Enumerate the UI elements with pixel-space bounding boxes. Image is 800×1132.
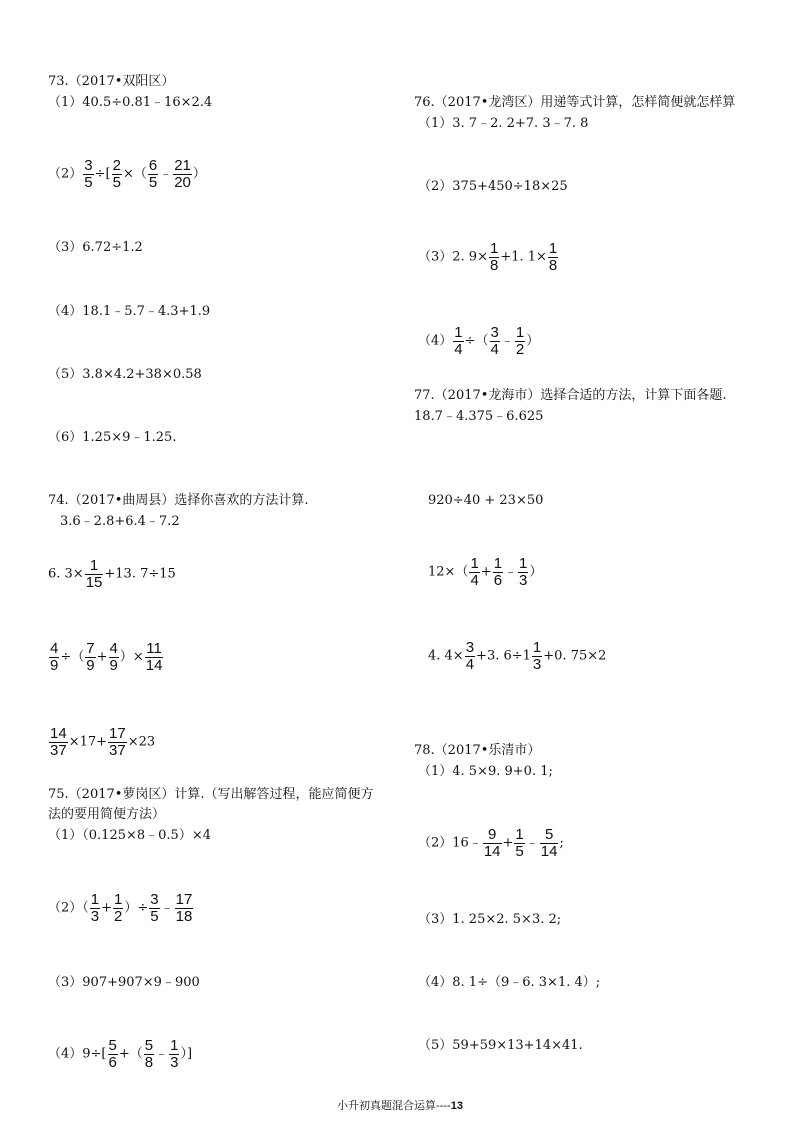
q75-p2-fraction-2: $\frac{1}{2}$ xyxy=(114,891,123,925)
q75-part-1: （1）（0.125×8﹣0.5）×4 xyxy=(48,828,211,843)
q74-p3-text-a: ÷（ xyxy=(60,649,85,665)
q73-part-4: （4）18.1﹣5.7﹣4.3+1.9 xyxy=(48,304,211,319)
q78-part-4: （4）8. 1÷（9﹣6. 3×1. 4）; xyxy=(418,975,601,990)
q75-p4-fraction-3: $\frac{1}{3}$ xyxy=(170,1037,179,1071)
q75-p2-text-c: ）÷ xyxy=(124,900,149,916)
footer-label: 小升初真题混合运算---- xyxy=(337,1100,451,1112)
q75-part-4 xyxy=(48,1038,192,1071)
q76-p4-fraction-3: $\frac{1}{2}$ xyxy=(515,324,525,358)
q75-title-line-2: 法的要用简便方法） xyxy=(48,807,166,822)
q74-p2-text-a: 6. 3× xyxy=(48,566,84,582)
q78-p2-text-b: + xyxy=(502,835,514,851)
q74-part-2 xyxy=(48,558,176,591)
q77-p4-text-a: 4. 4× xyxy=(428,648,464,664)
q78-part-1: （1）4. 5×9. 9+0. 1; xyxy=(418,764,553,779)
q76-part-4 xyxy=(418,325,539,358)
q75-p4-fraction-2: $\frac{5}{8}$ xyxy=(144,1037,154,1071)
q77-p4-fraction-1: $\frac{3}{4}$ xyxy=(465,639,475,673)
q75-part-2 xyxy=(48,892,194,925)
q76-p4-fraction-1: $\frac{1}{4}$ xyxy=(454,324,463,358)
q74-part-1: 3.6﹣2.8+6.4﹣7.2 xyxy=(60,514,180,529)
q74-p2-text-b: +13. 7÷15 xyxy=(104,566,176,582)
q73-p2-fraction-2: $\frac{2}{5}$ xyxy=(112,157,121,191)
q76-p3-fraction-1: $\frac{1}{8}$ xyxy=(489,240,499,274)
q76-p4-fraction-2: $\frac{3}{4}$ xyxy=(490,324,499,358)
q78-part-3: （3）1. 25×2. 5×3. 2; xyxy=(418,912,562,927)
q74-p3-fraction-1: $\frac{4}{9}$ xyxy=(50,640,59,674)
q74-p4-fraction-2: $\frac{17}{37}$ xyxy=(109,725,126,759)
q74-part-3 xyxy=(48,641,164,674)
page-footer xyxy=(0,1097,800,1113)
q73-part-5: （5）3.8×4.2+38×0.58 xyxy=(48,367,202,382)
q75-p4-text-c: ﹣ xyxy=(155,1046,169,1062)
q77-p3-text-a: 12×（ xyxy=(428,564,469,580)
q75-p2-fraction-4: $\frac{17}{18}$ xyxy=(175,891,193,925)
q73-part-6: （6）1.25×9﹣1.25. xyxy=(48,430,177,445)
q78-part-2 xyxy=(418,827,564,860)
q75-part-3: （3）907+907×9﹣900 xyxy=(48,975,200,990)
q73-p2-text-b: ÷[ xyxy=(94,166,111,182)
q76-title: 76.（2017•龙湾区）用递等式计算，怎样简便就怎样算 xyxy=(414,95,736,110)
q78-p2-fraction-2: $\frac{1}{5}$ xyxy=(515,826,524,860)
q77-p4-text-b: +3. 6÷1 xyxy=(476,648,531,664)
q76-p3-fraction-2: $\frac{1}{8}$ xyxy=(548,240,558,274)
q76-p4-text-d: ） xyxy=(526,333,540,349)
q73-part-3: （3）6.72÷1.2 xyxy=(48,240,143,255)
q74-p4-text-a: ×17+ xyxy=(68,734,108,750)
q78-title: 78.（2017•乐清市） xyxy=(414,743,541,758)
q78-p2-text-d: ; xyxy=(559,835,564,851)
q77-p3-fraction-1: $\frac{1}{4}$ xyxy=(470,555,479,589)
q73-p2-text-e: ） xyxy=(192,166,206,182)
page-number: 13 xyxy=(450,1100,463,1112)
q78-p2-text-c: ﹣ xyxy=(525,835,539,851)
q76-p4-text-a: （4） xyxy=(418,333,453,349)
q74-p3-fraction-4: $\frac{11}{14}$ xyxy=(145,640,163,674)
q75-p2-text-b: + xyxy=(101,900,113,916)
q76-p4-text-c: ﹣ xyxy=(500,333,514,349)
q75-p4-text-d: ）] xyxy=(180,1046,193,1062)
q73-p2-fraction-1: $\frac{3}{5}$ xyxy=(84,157,93,191)
q76-p3-text-a: （3）2. 9× xyxy=(418,249,488,265)
q78-part-5: （5）59+59×13+14×41. xyxy=(418,1038,583,1053)
q76-part-2: （2）375+450÷18×25 xyxy=(418,179,568,194)
q77-p3-text-b: + xyxy=(480,564,492,580)
q75-p2-fraction-1: $\frac{1}{3}$ xyxy=(90,891,100,925)
q74-p3-fraction-2: $\frac{7}{9}$ xyxy=(86,640,95,674)
q75-title-line-1: 75.（2017•萝岗区）计算.（写出解答过程，能应简便方 xyxy=(48,787,374,802)
q77-part-1: 18.7﹣4.375﹣6.625 xyxy=(414,409,544,424)
q73-p2-text-c: ×（ xyxy=(122,166,147,182)
q74-title: 74.（2017•曲周县）选择你喜欢的方法计算. xyxy=(48,493,309,508)
q75-p4-text-a: （4）9÷[ xyxy=(48,1046,107,1062)
q77-p3-fraction-2: $\frac{1}{6}$ xyxy=(493,555,503,589)
q77-title: 77.（2017•龙海市）选择合适的方法，计算下面各题. xyxy=(414,388,727,403)
q74-p2-fraction-1: $\frac{1}{15}$ xyxy=(85,557,103,591)
q74-p3-fraction-3: $\frac{4}{9}$ xyxy=(109,640,118,674)
q77-part-3 xyxy=(428,556,542,589)
q78-p2-text-a: （2）16﹣ xyxy=(418,835,482,851)
q75-p4-text-b: +（ xyxy=(118,1046,143,1062)
q76-part-3 xyxy=(418,241,559,274)
q73-p2-fraction-4: $\frac{21}{20}$ xyxy=(174,157,191,191)
q74-p4-fraction-1: $\frac{14}{37}$ xyxy=(50,725,67,759)
q77-p4-fraction-2: $\frac{1}{3}$ xyxy=(532,639,542,673)
q74-p4-text-b: ×23 xyxy=(127,734,156,750)
q75-p2-text-a: （2）（ xyxy=(48,900,89,916)
q74-p3-text-c: ）× xyxy=(119,649,144,665)
q73-p2-text-d: ﹣ xyxy=(159,166,173,182)
q77-p3-text-c: ﹣ xyxy=(504,564,518,580)
q76-p3-text-b: +1. 1× xyxy=(500,249,547,265)
q73-p2-text-a: （2） xyxy=(48,166,83,182)
q76-part-1: （1）3. 7﹣2. 2+7. 3﹣7. 8 xyxy=(418,116,589,131)
q76-p4-text-b: ÷（ xyxy=(464,333,489,349)
q78-p2-fraction-1: $\frac{9}{14}$ xyxy=(483,826,501,860)
q73-title: 73.（2017•双阳区） xyxy=(48,74,175,89)
q74-part-4 xyxy=(48,726,155,759)
q77-p3-text-d: ） xyxy=(529,564,543,580)
q77-p4-text-c: +0. 75×2 xyxy=(543,648,607,664)
q78-p2-fraction-3: $\frac{5}{14}$ xyxy=(540,826,558,860)
q73-part-1: （1）40.5÷0.81﹣16×2.4 xyxy=(48,95,213,110)
q73-part-2 xyxy=(48,158,206,191)
q77-part-4 xyxy=(428,640,606,673)
q77-part-2: 920÷40 + 23×50 xyxy=(428,493,544,508)
q73-p2-fraction-3: $\frac{6}{5}$ xyxy=(148,157,158,191)
q74-p3-text-b: + xyxy=(96,649,108,665)
q75-p2-fraction-3: $\frac{3}{5}$ xyxy=(150,891,159,925)
q75-p4-fraction-1: $\frac{5}{6}$ xyxy=(108,1037,117,1071)
q77-p3-fraction-3: $\frac{1}{3}$ xyxy=(519,555,528,589)
q75-p2-text-d: ﹣ xyxy=(160,900,174,916)
